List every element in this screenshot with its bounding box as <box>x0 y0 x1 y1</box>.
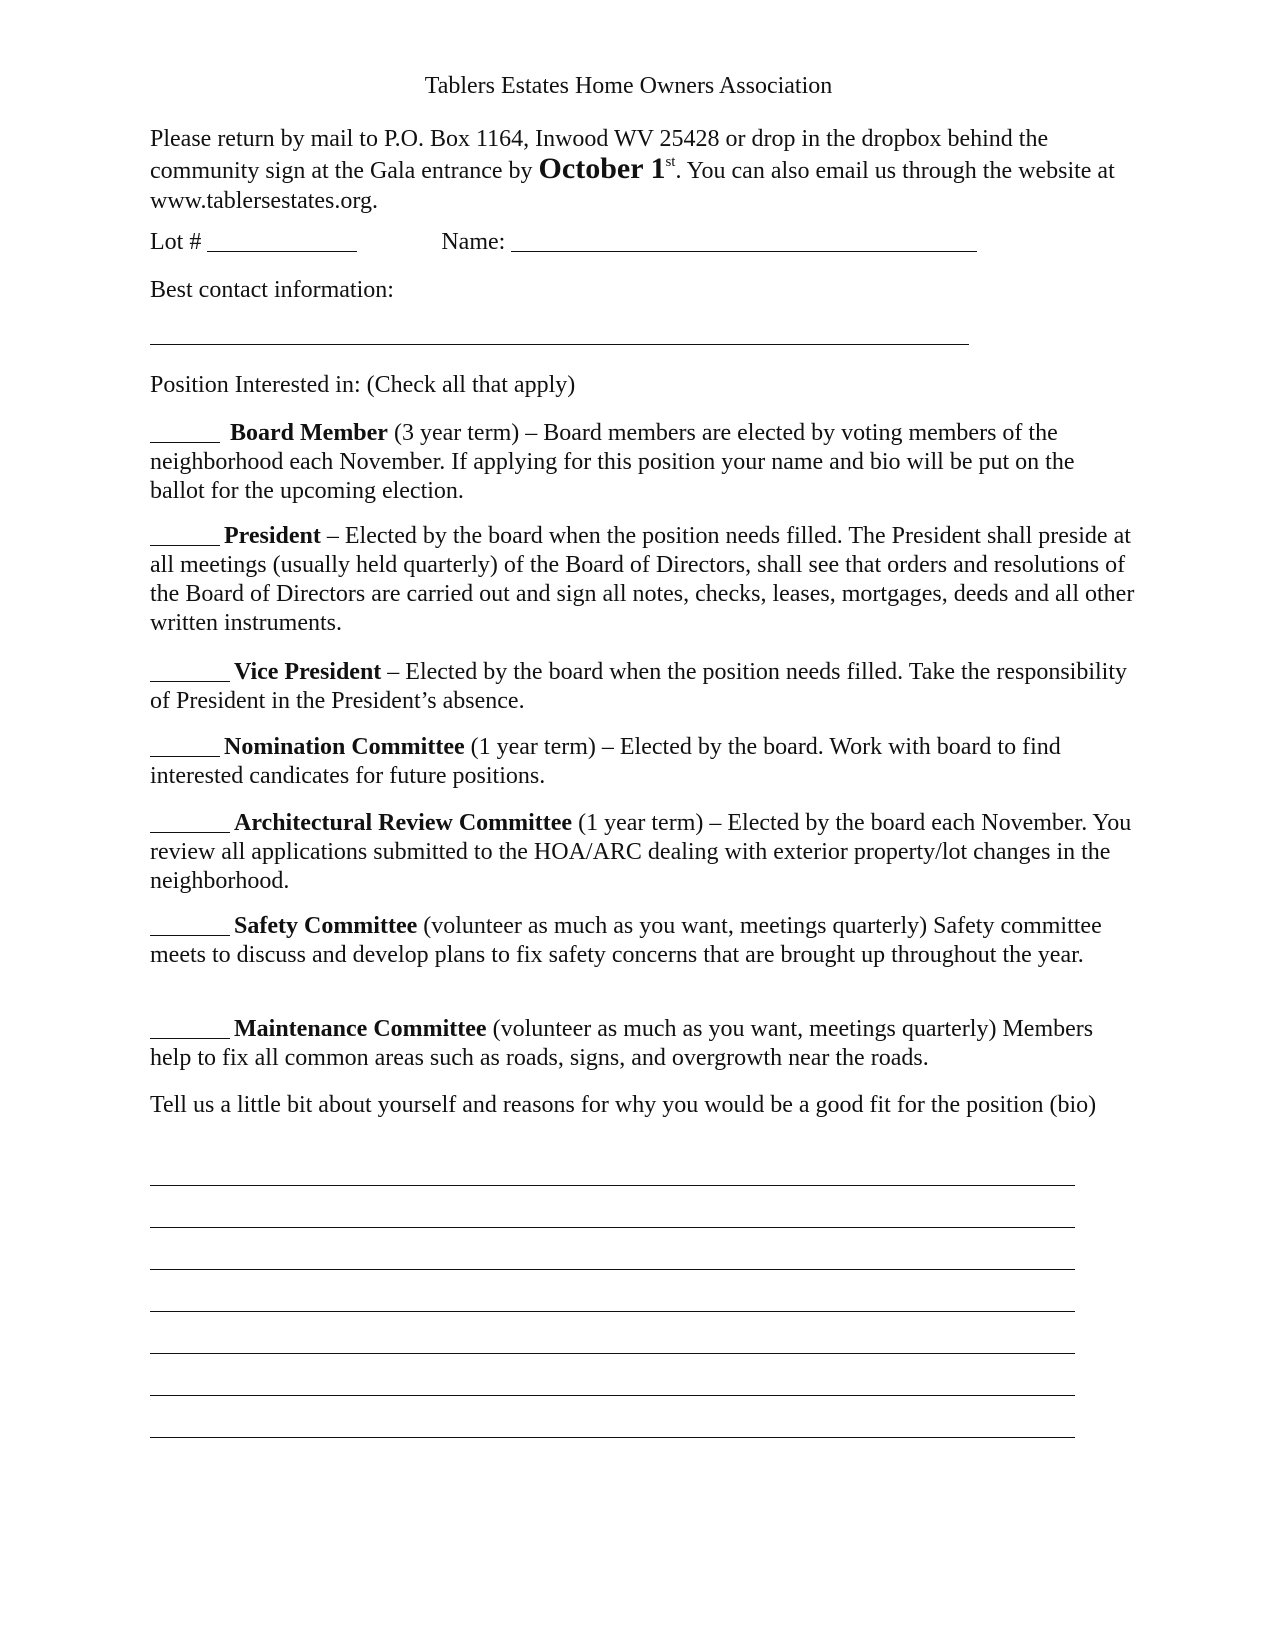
contact-info-field[interactable] <box>150 344 969 345</box>
position-description: – Elected by the board when the position needs filled. Take the responsibility of President in the President’s absence. <box>150 659 1127 714</box>
architectural-review-checkbox-line[interactable] <box>150 810 230 833</box>
position-name: Board Member <box>230 420 388 446</box>
position-description: Safety committee meets to discuss and develop plans to fix safety concerns that are brought up throughout the year. <box>150 913 1102 968</box>
deadline-suffix: st <box>665 154 676 170</box>
bio-line[interactable] <box>150 1353 1075 1354</box>
position-president <box>150 522 1135 638</box>
position-name: Architectural Review Committee <box>234 810 573 836</box>
bio-line[interactable] <box>150 1437 1075 1438</box>
position-description: – Elected by the board. Work with board to find interested candicates for future positions. <box>150 734 1061 789</box>
position-term: (1 year term) <box>572 810 704 836</box>
position-term: (volunteer as much as you want, meetings quarterly) <box>417 913 928 939</box>
deadline-date: October 1 <box>538 152 666 185</box>
name-field[interactable] <box>511 229 977 252</box>
position-board-member <box>150 419 1135 506</box>
position-safety-committee <box>150 912 1135 970</box>
position-name: Nomination Committee <box>224 734 465 760</box>
return-instructions <box>150 124 1135 216</box>
position-nomination-committee <box>150 733 1135 791</box>
position-vice-president <box>150 658 1135 716</box>
lot-label: Lot # <box>150 229 202 255</box>
position-description: Members help to fix all common areas such as roads, signs, and overgrowth near the roads. <box>150 1016 1094 1071</box>
president-checkbox-line[interactable] <box>150 523 220 546</box>
position-description: – Elected by the board each November. You review all applications submitted to the HOA/ARC dealing with exterior property/lot changes in the neighborhood. <box>150 810 1132 894</box>
position-description: – Elected by the board when the position needs filled. The President shall preside at all meetings (usually held quarterly) of the Board of Directors, shall see that orders and resolutions of the Board of Directors are carried out and sign all notes, checks, leases, mortgages, deeds and all other written instruments. <box>150 523 1135 636</box>
bio-line[interactable] <box>150 1227 1075 1228</box>
bio-line[interactable] <box>150 1185 1075 1186</box>
maintenance-committee-checkbox-line[interactable] <box>150 1016 230 1039</box>
instructions-text: Please return by mail to P.O. Box 1164, Inwood WV 25428 or drop in the dropbox behind the community sign at the Gala entrance by <box>150 126 1049 184</box>
position-description: – Board members are elected by voting members of the neighborhood each November. If applying for this position your name and bio will be put on the ballot for the upcoming election. <box>150 420 1075 504</box>
position-architectural-review-committee <box>150 809 1135 896</box>
safety-committee-checkbox-line[interactable] <box>150 913 230 936</box>
vice-president-checkbox-line[interactable] <box>150 659 230 682</box>
bio-line[interactable] <box>150 1269 1075 1270</box>
name-label: Name: <box>441 229 506 255</box>
position-name: Vice President <box>234 659 382 685</box>
position-name: Safety Committee <box>234 913 418 939</box>
position-maintenance-committee <box>150 1015 1135 1073</box>
lot-name-row <box>150 228 1135 256</box>
board-member-checkbox-line[interactable] <box>150 420 220 443</box>
contact-label: Best contact information: <box>150 277 394 303</box>
bio-line[interactable] <box>150 1311 1075 1312</box>
position-term: (3 year term) <box>387 420 520 446</box>
positions-heading: Position Interested in: (Check all that apply) <box>150 372 576 398</box>
bio-prompt: Tell us a little bit about yourself and reasons for why you would be a good fit for the position (bio) <box>150 1092 1097 1118</box>
nomination-committee-checkbox-line[interactable] <box>150 734 220 757</box>
position-name: President <box>224 523 321 549</box>
position-name: Maintenance Committee <box>234 1016 487 1042</box>
lot-number-field[interactable] <box>207 229 357 252</box>
page-title: Tablers Estates Home Owners Association <box>424 73 833 99</box>
position-term: (1 year term) <box>464 734 596 760</box>
instructions-email-text: . You can also email us through the website at www.tablersestates.org. <box>150 158 1115 214</box>
bio-line[interactable] <box>150 1395 1075 1396</box>
position-term: (volunteer as much as you want, meetings quarterly) <box>486 1016 997 1042</box>
